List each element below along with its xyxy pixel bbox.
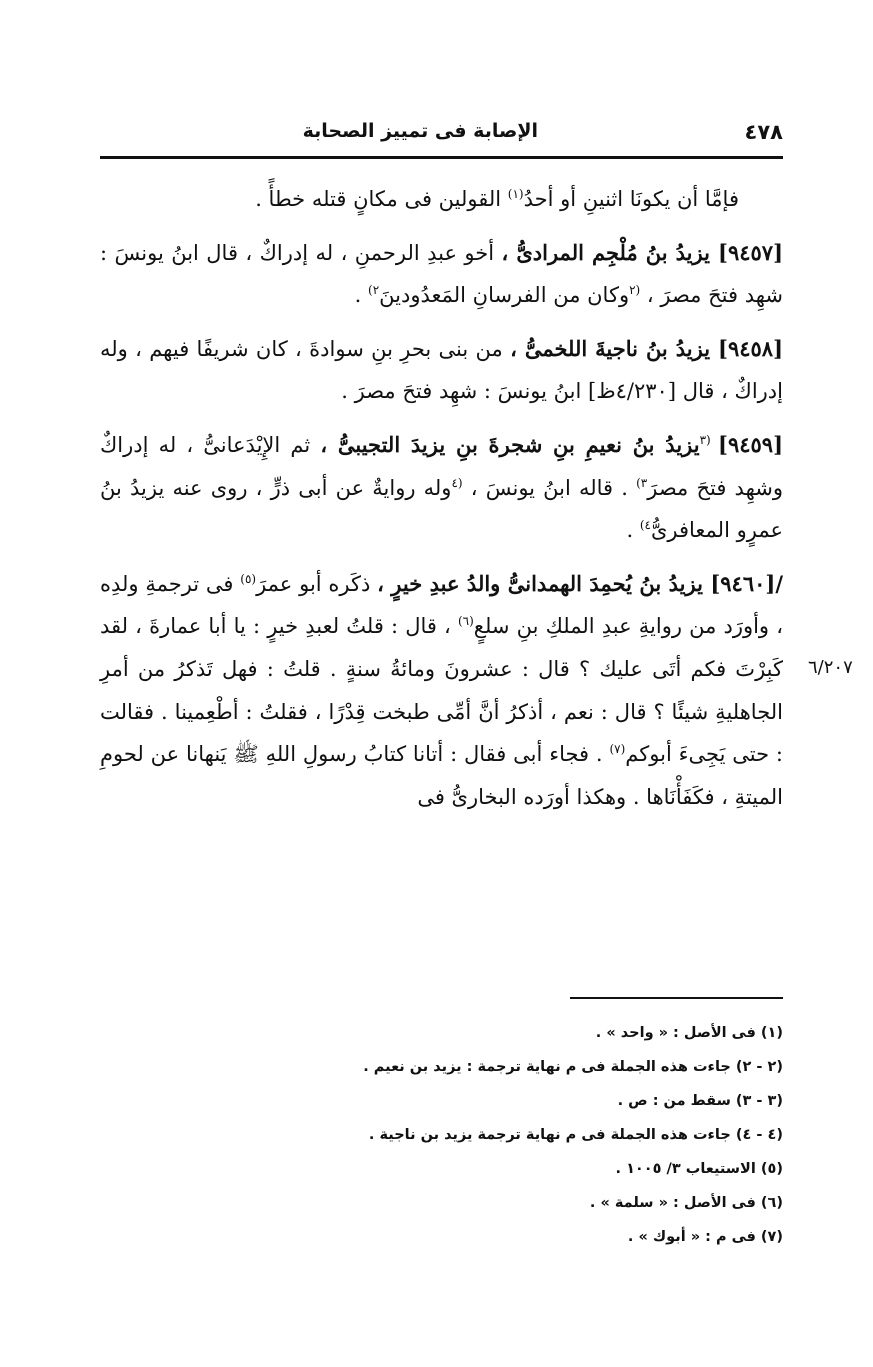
entry-9460: /[٩٤٦٠] يزيدُ بنُ يُحمِدَ الهمدانىُّ والدُ عبدِ خيرٍ ، ذكَره أبو عمرَ$^{(٥)}$ فى ترجمةِ ولدِه ، وأورَد من روايةِ عبدِ الملكِ بنِ سلعٍ$^{(٦)}$ ، قال : قلتُ لعبدِ خيرٍ : يا أبا عمارةَ ، لقد كَبِرْتَ فكم أتَى عليك ؟ قال : عشرونَ ومائةُ سنةٍ . قلتُ : فهل تَذكرُ من أمرِ الجاهليةِ شيئًا ؟ قال : نعم ، أذكرُ أنَّ أمِّى طبخت قِدْرًا ، فقلتُ : أطْعِمينا . فقالت : حتى يَجِىءَ أبوكم$^{(٧)}$ . فجاء أبى فقال : أتانا كتابُ رسولِ اللهِ ﷺ يَنهانا عن لحومِ الميتةِ ، فكَفَأْنَاها . وهكذا أورَده البخارىُّ فى: [100, 570, 784, 809]
footnote-marker: ٣): [636, 475, 648, 490]
footnotes: [300, 1016, 783, 1254]
entry-9457: [٩٤٥٧] يزيدُ بنُ مُلْجِم المرادىُّ ، أخو عبدِ الرحمنِ ، له إدراكٌ ، قال ابنُ يونسَ : شهِد فتحَ مصرَ ، $^{(٢}$وكان من الفرسانِ المَعدُودينَ$^{٢)}$ .: [100, 239, 784, 308]
entry-name: يزيدُ بنُ مُلْجِم المرادىُّ ،: [501, 239, 719, 265]
footnote: (٢ - ٢) جاءت هذه الجملة فى م نهاية ترجمة : يزيد بن نعيم .: [363, 1059, 783, 1075]
page-break-slash: /: [775, 570, 783, 596]
entry-name: يزيدُ بنُ نعيمِ بنِ شجرةَ بنِ يزيدَ التجيبىُّ ،: [320, 431, 700, 457]
entry-9459: [٩٤٥٩] $^{(٣}$يزيدُ بنُ نعيمِ بنِ شجرةَ بنِ يزيدَ التجيبىُّ ، ثم الإِيْدَعانىُّ ، له إدراكٌ وشهِد فتحَ مصرَ$^{٣)}$ . قاله ابنُ يونسَ ، $^{(٤}$وله روايةٌ عن أبى ذرٍّ ، روى عنه يزيدُ بنُ عمرٍو المعافرىُّ$^{٤)}$ .: [100, 431, 783, 543]
entry-number: [٩٤٥٩]: [718, 431, 783, 457]
footnote-marker: (٤: [451, 475, 463, 490]
entry-number: [٩٤٥٨]: [718, 335, 783, 361]
footnote-marker: (١): [507, 187, 524, 201]
footnote-marker: (٧): [609, 742, 626, 757]
footnote-marker: ٤): [639, 518, 651, 533]
opening-paragraph: فإمَّا أن يكونَا اثنينِ أو أحدُ$^{(١)}$ القولين فى مكانٍ قتله خطأً .: [255, 187, 739, 211]
footnote-rule: [570, 997, 783, 999]
entry-name: يزيدُ بنُ يُحمِدَ الهمدانىُّ والدُ عبدِ خيرٍ ،: [377, 570, 711, 596]
footnote-marker: (٥): [240, 571, 257, 586]
footnote-marker: (٢: [629, 283, 641, 298]
entry-number: [٩٤٦٠]: [710, 570, 776, 596]
footnote: (٧) فى م : « أبوك » .: [627, 1229, 783, 1245]
entry-number: [٩٤٥٧]: [718, 239, 784, 265]
header-rule: [100, 156, 783, 159]
footnote: (٤ - ٤) جاءت هذه الجملة فى م نهاية ترجمة يزيد بن ناجية .: [368, 1127, 783, 1143]
main-text: [100, 178, 783, 829]
entry-9458: [٩٤٥٨] يزيدُ بنُ ناجيةَ اللخمىُّ ، من بنى بحرِ بنِ سوادةَ ، كان شريفًا فيهم ، وله إدراكٌ ، قال [٤/٢٣٠ظ] ابنُ يونسَ : شهِد فتحَ مصرَ .: [100, 335, 783, 404]
footnote-marker: (٣: [699, 432, 718, 447]
footnote: (٥) الاستيعاب ٣/ ١٠٠٥ .: [615, 1161, 783, 1177]
page-header: [100, 112, 783, 156]
footnote: (٣ - ٣) سقط من : ص .: [617, 1093, 783, 1109]
footnote: (٦) فى الأصل : « سلمة » .: [589, 1195, 783, 1211]
margin-page-reference: ٦/٢٠٧: [808, 657, 853, 678]
entry-name: يزيدُ بنُ ناجيةَ اللخمىُّ ،: [510, 335, 718, 361]
running-title: الإصابة فى تمييز الصحابة: [302, 120, 538, 142]
footnote: (١) فى الأصل : « واحد » .: [595, 1025, 783, 1041]
footnote-marker: (٦): [457, 614, 474, 629]
footnote-marker: ٢): [368, 283, 380, 298]
page-number: ٤٧٨: [744, 120, 783, 144]
